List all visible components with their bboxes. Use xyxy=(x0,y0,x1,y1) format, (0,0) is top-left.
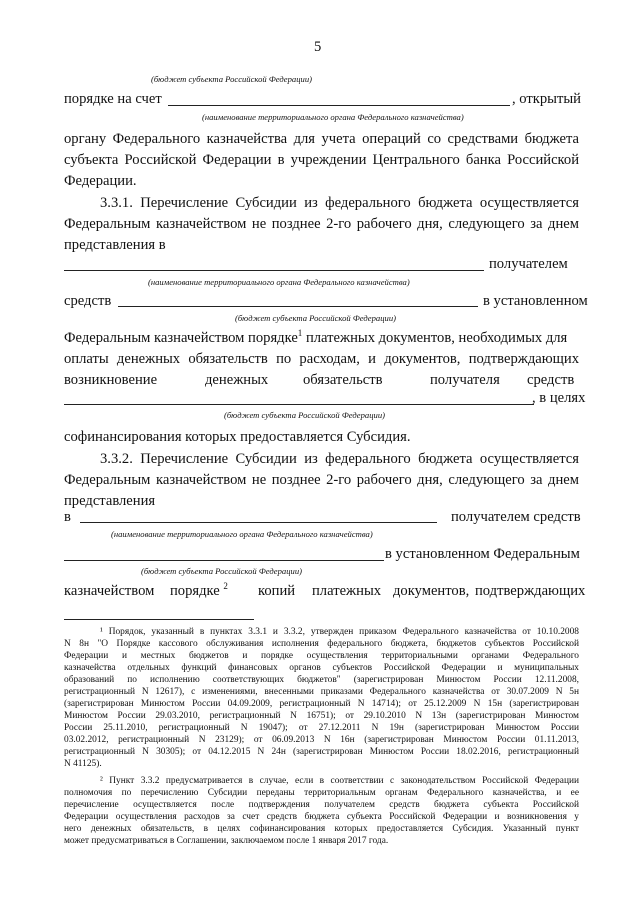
caption-budget: (бюджет субъекта Российской Федерации) xyxy=(235,313,396,323)
text-line: представления xyxy=(64,493,156,509)
text-line: органу Федерального казначейства для учета операций со средствами бюджета xyxy=(64,131,579,147)
blank-line xyxy=(64,404,534,405)
footnote-line: может предусматриваться в Соглашении, заключаемом после 1 января 2017 года. xyxy=(64,836,389,846)
text-line: получателем средств xyxy=(451,509,581,525)
blank-line xyxy=(64,560,384,561)
text-line xyxy=(64,329,567,347)
text-line: средств xyxy=(64,293,112,309)
footnote-line: Федерации осуществления расходов за счет средств бюджета субъекта Российской Федерации и возникновения у xyxy=(64,812,579,822)
footnote-line: регистрационный N 12617), с изменениями, внесенными приказами Федерального казначейства от 30.07.2009 N 5н xyxy=(64,687,579,697)
caption-budget: (бюджет субъекта Российской Федерации) xyxy=(224,410,385,420)
paragraph-3-3-2: 3.3.2. Перечисление Субсидии из федерального бюджета осуществляется xyxy=(100,451,579,467)
text-line: , в целях xyxy=(532,390,586,406)
footnote-line: казначейства отдельных функций финансовых органов субъектов Российской Федерации и муниципальных xyxy=(64,663,579,673)
footnote-line: ² Пункт 3.3.2 предусматривается в случае, если в соответствии с законодательством Российской Федерации xyxy=(100,776,579,786)
footnote-line: (зарегистрирован Минюстом России 04.09.2009, регистрационный N 14714); от 25.12.2009 N 15н (зарегистрирован xyxy=(64,699,579,709)
text-line: казначейством xyxy=(64,583,155,599)
text-line: получателя xyxy=(430,372,500,388)
text-line: Федерации. xyxy=(64,173,137,189)
caption-territorial: (наименование территориального органа Федерального казначейства) xyxy=(111,529,373,539)
text-line: Федеральным казначейством не позднее 2-го рабочего дня, следующего за днем xyxy=(64,472,579,488)
footnote-line: N 8н "О Порядке кассового обслуживания исполнения федерального бюджета, бюджетов субъектов Российской xyxy=(64,639,579,649)
text-line: получателем xyxy=(489,256,568,272)
footnote-line: образований по исполнению соответствующих бюджетов" (зарегистрирован Минюстом России 12.11.2008, xyxy=(64,675,579,685)
footnote-line: Федерации и местных бюджетов и порядке осуществления территориальными органами Федерального xyxy=(64,651,579,661)
footnote-line: России 25.11.2010, регистрационный N 19047); от 27.12.2011 N 19н (зарегистрирован Минюстом России xyxy=(64,723,579,733)
text-line: Федеральным казначейством не позднее 2-го рабочего дня, следующего за днем xyxy=(64,216,579,232)
text-line: оплаты денежных обязательств по расходам, и документов, подтверждающих xyxy=(64,351,579,367)
text-line: субъекта Российской Федерации в учреждении Центрального банка Российской xyxy=(64,152,579,168)
caption-territorial: (наименование территориального органа Федерального казначейства) xyxy=(202,112,464,122)
text-line: представления в xyxy=(64,237,166,253)
blank-line xyxy=(168,105,510,106)
footnote-line: регистрационный N 30305); от 04.12.2015 N 24н (зарегистрирован Минюстом России 18.02.2016, регистрационный xyxy=(64,747,579,757)
blank-line xyxy=(80,522,437,523)
footnote-line: N 41125). xyxy=(64,759,102,769)
footnote-line: полномочия по перечислению Субсидии переданы территориальным органам Федерального казначейства, и ее xyxy=(64,788,579,798)
text-line: в установленном xyxy=(483,293,588,309)
caption-budget: (бюджет субъекта Российской Федерации) xyxy=(141,566,302,576)
footnote-line: 03.02.2012, регистрационный N 23129); от 06.09.2013 N 16н (зарегистрирован Минюстом России 01.11.2013, xyxy=(64,735,579,745)
text-fragment: порядке xyxy=(170,583,220,599)
page-number: 5 xyxy=(314,39,322,55)
text-line: копий xyxy=(258,583,296,599)
text-line: в xyxy=(64,509,71,525)
text-fragment: Федеральным казначейством порядке xyxy=(64,330,298,346)
caption-budget: (бюджет субъекта Российской Федерации) xyxy=(151,74,312,84)
text-line: денежных xyxy=(205,372,269,388)
text-line: обязательств xyxy=(303,372,383,388)
text-line: средств xyxy=(527,372,575,388)
footnote-mark: 1 xyxy=(297,328,303,339)
footnote-line: перечисление осуществляется после подтверждения получателем средств бюджета субъекта Российской xyxy=(64,800,579,810)
text-line xyxy=(170,582,228,600)
text-line: подтверждающих xyxy=(475,583,586,599)
text-line: в установленном Федеральным xyxy=(385,546,580,562)
text-line: порядке на счет xyxy=(64,91,162,107)
footnote-line: ¹ Порядок, указанный в пунктах 3.3.1 и 3.3.2, утвержден приказом Федерального казначейства от 10.10.2008 xyxy=(100,627,579,637)
text-line: документов, xyxy=(393,583,470,599)
caption-territorial: (наименование территориального органа Федерального казначейства) xyxy=(148,277,410,287)
text-line: , открытый xyxy=(512,91,581,107)
footnote-line: него денежных обязательств, в целях софинансирования которых предоставляется Субсидия. Указанный пункт xyxy=(64,824,579,834)
text-line: платежных xyxy=(312,583,382,599)
text-fragment: платежных документов, необходимых для xyxy=(302,330,568,346)
footnote-separator xyxy=(64,619,254,620)
text-line: возникновение xyxy=(64,372,158,388)
paragraph-3-3-1: 3.3.1. Перечисление Субсидии из федерального бюджета осуществляется xyxy=(100,195,579,211)
footnote-mark: 2 xyxy=(223,581,228,592)
blank-line xyxy=(64,270,484,271)
footnote-line: Минюстом России 29.03.2010, регистрационный N 16751); от 29.10.2010 N 13н (зарегистрирован Минюстом xyxy=(64,711,579,721)
text-line: софинансирования которых предоставляется Субсидия. xyxy=(64,429,411,445)
blank-line xyxy=(118,306,478,307)
